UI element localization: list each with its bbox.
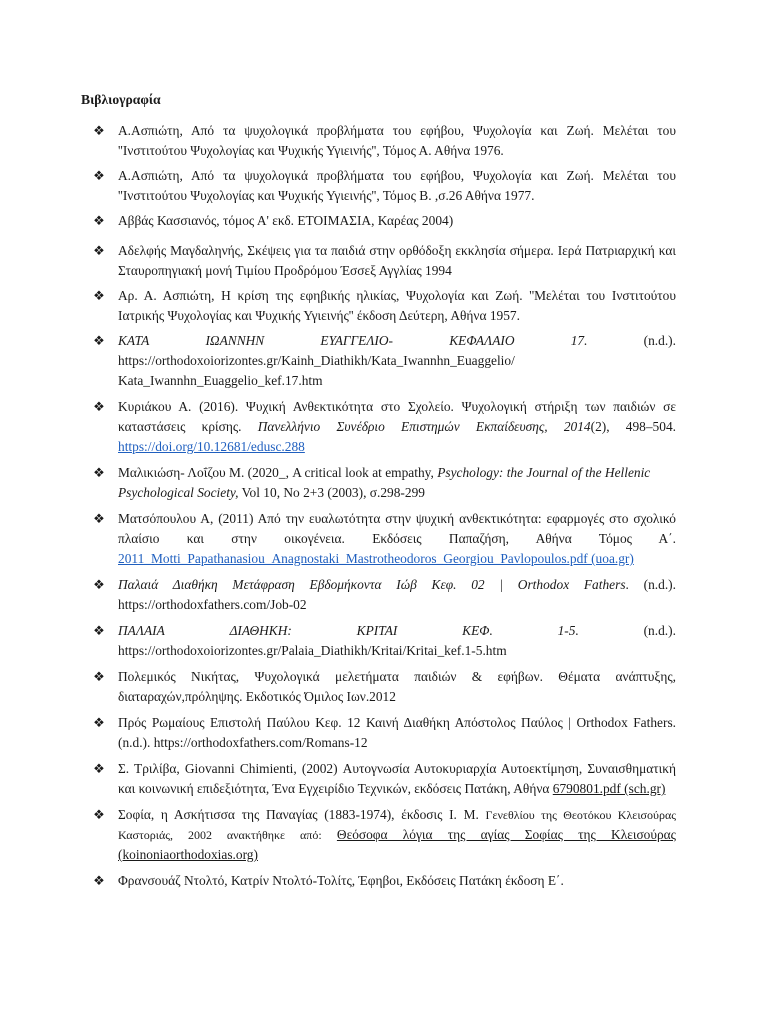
bibliography-heading: Βιβλιογραφία	[81, 92, 161, 107]
diamond-bullet-icon: ❖	[93, 511, 105, 526]
reference-url: https://orthodoxoiorizontes.gr/Palaia_Diathikh/Kritai/Kritai_kef.1-5.htm	[118, 643, 507, 658]
reference-text: Α.Ασπιώτη, Από τα ψυχολογικά προβλήματα του εφήβου, Ψυχολογία και Ζωή. Μελέται του ''Ινστιτούτου Ψυχολογίας και Ψυχικής Υγιεινής'', Τόμος Β. ,σ.26 Αθήνα 1977.	[118, 168, 676, 203]
diamond-bullet-icon: ❖	[93, 288, 105, 303]
reference-text: Α.Ασπιώτη, Από τα ψυχολογικά προβλήματα του εφήβου, Ψυχολογία και Ζωή. Μελέται του ''Ινστιτούτου Ψυχολογίας και Ψυχικής Υγιεινής'', Τόμος Α. Αθήνα 1976.	[118, 123, 676, 158]
diamond-bullet-icon: ❖	[93, 213, 105, 228]
reference-url: https://orthodoxoiorizontes.gr/Kainh_Diathikh/Kata_Iwannhn_Euaggelio/ Kata_Iwannhn_Euaggelio_kef.17.htm	[118, 353, 515, 388]
diamond-bullet-icon: ❖	[93, 715, 105, 730]
diamond-bullet-icon: ❖	[93, 243, 105, 258]
reference-text: Πρός Ρωμαίους Επιστολή Παύλου Κεφ. 12 Καινή Διαθήκη Απόστολος Παύλος | Orthodox Fathers. (n.d.). https://orthodoxfathers.com/Romans-12	[118, 715, 676, 750]
pdf-link[interactable]: 6790801.pdf (sch.gr)	[552, 781, 666, 796]
reference-text: Ματσόπουλου Α, (2011) Από την ευαλωτότητα στην ψυχική ανθεκτικότητα: εφαρμογές στο σχολικό πλαίσιο και στην οικογένεια. Εκδόσεις Παπαζήση, Αθήνα Τόμος Α΄. 2011_Motti_Papathanasiou_Anagnostaki_Mastrotheodoros_Georgiou_Pavlopoulos.pdf (uoa.gr)	[118, 511, 676, 566]
reference-item	[92, 166, 676, 206]
diamond-bullet-icon: ❖	[93, 123, 105, 138]
reference-text: Σοφία, η Ασκήτισσα της Παναγίας (1883-1974), έκδοσις Ι. Μ. Γενεθλίου της Θεοτόκου Κλεισούρας Καστοριάς, 2002 ανακτήθηκε από: Θεόσοφα λόγια της αγίας Σοφίας της Κλεισούρας (koinoniaorthodoxias.org)	[118, 807, 676, 862]
diamond-bullet-icon: ❖	[93, 873, 105, 888]
reference-list	[92, 121, 676, 894]
diamond-bullet-icon: ❖	[93, 465, 105, 480]
diamond-bullet-icon: ❖	[93, 807, 105, 822]
diamond-bullet-icon: ❖	[93, 623, 105, 638]
reference-item	[92, 759, 676, 799]
reference-text: Μαλικιώση- Λοΐζου Μ. (2020_, A critical look at empathy, Psychology: the Journal of the Hellenic Psychological Society, Vol 10, No 2+3 (2003), σ.298-299	[118, 465, 651, 500]
reference-title-line: ΠΑΛΑΙΑ ΔΙΑΘΗΚΗ: ΚΡΙΤΑΙ ΚΕΦ. 1-5. (n.d.).	[118, 623, 676, 638]
diamond-bullet-icon: ❖	[93, 669, 105, 684]
reference-text: Πολεμικός Νικήτας, Ψυχολογικά μελετήματα παιδιών & εφήβων. Θέματα ανάπτυξης, διαταραχών,πρόληψης. Εκδοτικός Όμιλος Ιων.2012	[118, 669, 676, 704]
reference-title-line: ΚΑΤΑ ΙΩΑΝΝΗΝ ΕΥΑΓΓΕΛΙΟ- ΚΕΦΑΛΑΙΟ 17. (n.d.).	[118, 333, 676, 348]
reference-item	[92, 463, 676, 503]
reference-item	[92, 286, 676, 326]
reference-text: Αββάς Κασσιανός, τόμος Α' εκδ. ΕΤΟΙΜΑΣΙΑ, Καρέας 2004)	[118, 213, 454, 228]
doi-link[interactable]: https://doi.org/10.12681/edusc.288	[118, 439, 305, 454]
diamond-bullet-icon: ❖	[93, 577, 105, 592]
diamond-bullet-icon: ❖	[93, 399, 105, 414]
reference-item	[92, 241, 676, 281]
reference-item	[92, 121, 676, 161]
reference-text: Φρανσουάζ Ντολτό, Κατρίν Ντολτό-Τολίτς, Έφηβοι, Εκδόσεις Πατάκη έκδοση Ε΄.	[118, 873, 564, 888]
reference-item	[92, 397, 676, 457]
reference-item	[92, 621, 676, 661]
reference-text: Σ. Τριλίβα, Giovanni Chimienti, (2002) Αυτογνωσία Αυτοκυριαρχία Αυτοεκτίμηση, Συναισθηματική και κοινωνική επιδεξιότητα, Ένα Εγχειρίδιο Τεχνικών, εκδόσεις Πατάκη, Αθήνα 6790801.pdf (sch.gr)	[118, 761, 676, 796]
diamond-bullet-icon: ❖	[93, 333, 105, 348]
web-link[interactable]: Θεόσοφα λόγια της αγίας Σοφίας της Κλεισούρας (koinoniaorthodoxias.org)	[118, 827, 676, 862]
reference-text: Κυριάκου Α. (2016). Ψυχική Ανθεκτικότητα στο Σχολείο. Ψυχολογική στήριξη των παιδιών σε καταστάσεις κρίσης. Πανελλήνιο Συνέδριο Επιστημών Εκπαίδευσης, 2014(2), 498–504. https://doi.org/10.12681/edusc.288	[118, 399, 676, 454]
reference-item	[92, 575, 676, 615]
reference-item	[92, 211, 676, 231]
reference-item	[92, 667, 676, 707]
reference-item	[92, 871, 676, 891]
diamond-bullet-icon: ❖	[93, 761, 105, 776]
reference-text: Αδελφής Μαγδαληνής, Σκέψεις για τα παιδιά στην ορθόδοξη εκκλησία σήμερα. Ιερά Πατριαρχική και Σταυροπηγιακή μονή Τιμίου Προδρόμου Έσσεξ Αγγλίας 1994	[118, 243, 676, 278]
diamond-bullet-icon: ❖	[93, 168, 105, 183]
pdf-link[interactable]: 2011_Motti_Papathanasiou_Anagnostaki_Mastrotheodoros_Georgiou_Pavlopoulos.pdf (uoa.gr)	[118, 551, 634, 566]
reference-text: Παλαιά Διαθήκη Μετάφραση Εβδομήκοντα Ιώβ Κεφ. 02 | Orthodox Fathers. (n.d.). https://orthodoxfathers.com/Job-02	[118, 577, 676, 612]
reference-item	[92, 713, 676, 753]
reference-text: Αρ. Α. Ασπιώτη, Η κρίση της εφηβικής ηλικίας, Ψυχολογία και Ζωή. ''Μελέται του Ινστιτούτου Ιατρικής Ψυχολογίας και Ψυχικής Υγιεινής'' έκδοση Δεύτερη, Αθήνα 1957.	[118, 288, 676, 323]
reference-item	[92, 509, 676, 569]
reference-item	[92, 805, 676, 865]
reference-item	[92, 331, 676, 391]
